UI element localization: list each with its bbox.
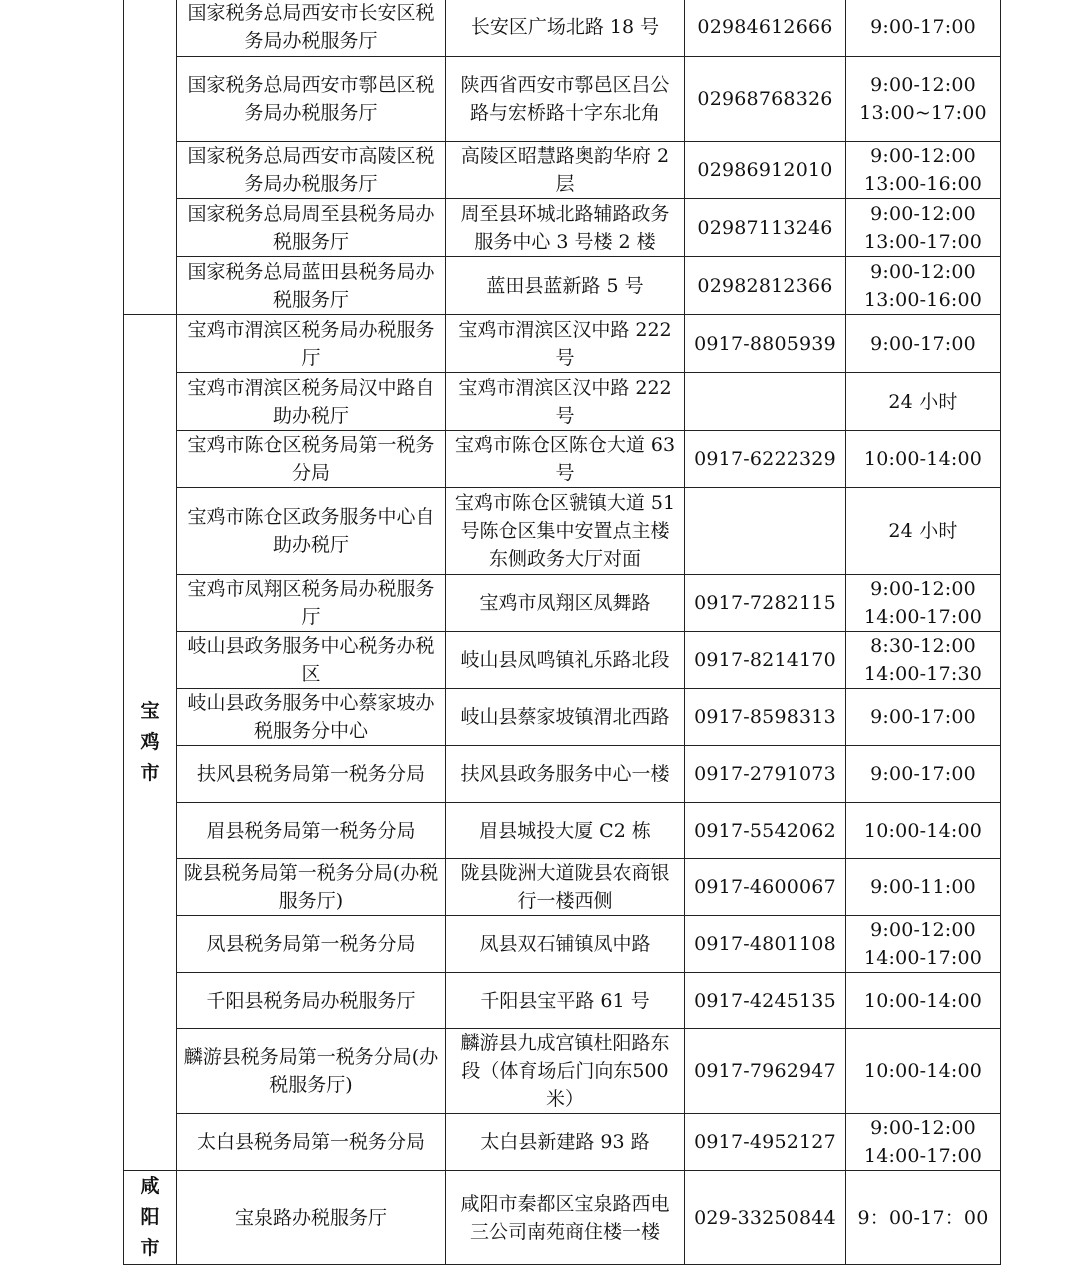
hours-cell: 9:00-17:00 xyxy=(846,746,1001,803)
office-name-cell: 岐山县政务服务中心税务办税区 xyxy=(177,632,446,689)
phone-cell: 0917-4245135 xyxy=(685,973,846,1029)
office-name-cell: 扶风县税务局第一税务分局 xyxy=(177,746,446,803)
hours-cell: 8:30-12:00 14:00-17:30 xyxy=(846,632,1001,689)
phone-cell xyxy=(685,488,846,575)
hours-cell: 24 小时 xyxy=(846,488,1001,575)
address-cell: 凤县双石铺镇凤中路 xyxy=(446,916,685,973)
table-row xyxy=(124,859,1001,916)
city-cell xyxy=(124,315,177,1171)
hours-cell: 9:00-12:00 13:00-16:00 xyxy=(846,257,1001,315)
address-cell: 岐山县凤鸣镇礼乐路北段 xyxy=(446,632,685,689)
address-cell: 扶风县政务服务中心一楼 xyxy=(446,746,685,803)
office-name-cell: 眉县税务局第一税务分局 xyxy=(177,803,446,859)
hours-cell: 9:00-12:00 13:00-16:00 xyxy=(846,142,1001,199)
office-name-cell: 国家税务总局西安市高陵区税务局办税服务厅 xyxy=(177,142,446,199)
address-cell: 宝鸡市陈仓区陈仓大道 63 号 xyxy=(446,431,685,488)
table-row xyxy=(124,973,1001,1029)
phone-cell xyxy=(685,373,846,431)
hours-cell: 9:00-17:00 xyxy=(846,0,1001,57)
address-cell: 周至县环城北路辅路政务服务中心 3 号楼 2 楼 xyxy=(446,199,685,257)
office-name-cell: 岐山县政务服务中心蔡家坡办税服务分中心 xyxy=(177,689,446,746)
city-cell xyxy=(124,0,177,315)
phone-cell: 0917-8598313 xyxy=(685,689,846,746)
address-cell: 千阳县宝平路 61 号 xyxy=(446,973,685,1029)
address-cell: 陇县陇洲大道陇县农商银行一楼西侧 xyxy=(446,859,685,916)
hours-cell: 9：00-17：00 xyxy=(846,1171,1001,1265)
phone-cell: 0917-7962947 xyxy=(685,1029,846,1114)
address-cell: 宝鸡市渭滨区汉中路 222 号 xyxy=(446,315,685,373)
phone-cell: 029-33250844 xyxy=(685,1171,846,1265)
phone-cell: 02968768326 xyxy=(685,57,846,142)
table-row xyxy=(124,916,1001,973)
office-name-cell: 太白县税务局第一税务分局 xyxy=(177,1114,446,1171)
office-name-cell: 宝鸡市陈仓区政务服务中心自助办税厅 xyxy=(177,488,446,575)
table-row xyxy=(124,373,1001,431)
hours-cell: 9:00-12:00 14:00-17:00 xyxy=(846,916,1001,973)
hours-cell: 9:00-12:00 13:00~17:00 xyxy=(846,57,1001,142)
table-row xyxy=(124,1171,1001,1265)
hours-cell: 9:00-12:00 14:00-17:00 xyxy=(846,1114,1001,1171)
hours-cell: 10:00-14:00 xyxy=(846,431,1001,488)
hours-cell: 10:00-14:00 xyxy=(846,803,1001,859)
address-cell: 高陵区昭慧路奥韵华府 2 层 xyxy=(446,142,685,199)
office-name-cell: 宝泉路办税服务厅 xyxy=(177,1171,446,1265)
office-name-cell: 国家税务总局西安市长安区税务局办税服务厅 xyxy=(177,0,446,57)
hours-cell: 9:00-17:00 xyxy=(846,315,1001,373)
hours-cell: 10:00-14:00 xyxy=(846,973,1001,1029)
office-name-cell: 国家税务总局蓝田县税务局办税服务厅 xyxy=(177,257,446,315)
table-row xyxy=(124,1114,1001,1171)
phone-cell: 0917-2791073 xyxy=(685,746,846,803)
phone-cell: 02984612666 xyxy=(685,0,846,57)
table-row xyxy=(124,257,1001,315)
table-row xyxy=(124,803,1001,859)
phone-cell: 0917-8805939 xyxy=(685,315,846,373)
office-name-cell: 宝鸡市渭滨区税务局汉中路自助办税厅 xyxy=(177,373,446,431)
office-name-cell: 麟游县税务局第一税务分局(办税服务厅) xyxy=(177,1029,446,1114)
phone-cell: 0917-8214170 xyxy=(685,632,846,689)
city-name: 咸阳市 xyxy=(140,1175,160,1259)
table-row xyxy=(124,689,1001,746)
office-name-cell: 宝鸡市凤翔区税务局办税服务厅 xyxy=(177,575,446,632)
phone-cell: 0917-6222329 xyxy=(685,431,846,488)
table-row xyxy=(124,315,1001,373)
table-row xyxy=(124,746,1001,803)
address-cell: 蓝田县蓝新路 5 号 xyxy=(446,257,685,315)
phone-cell: 0917-4801108 xyxy=(685,916,846,973)
phone-cell: 02987113246 xyxy=(685,199,846,257)
office-name-cell: 宝鸡市陈仓区税务局第一税务分局 xyxy=(177,431,446,488)
hours-cell: 9:00-12:00 14:00-17:00 xyxy=(846,575,1001,632)
hours-cell: 24 小时 xyxy=(846,373,1001,431)
city-name: 宝鸡市 xyxy=(140,700,160,784)
address-cell: 宝鸡市凤翔区凤舞路 xyxy=(446,575,685,632)
hours-cell: 9:00-11:00 xyxy=(846,859,1001,916)
table-row xyxy=(124,488,1001,575)
phone-cell: 02982812366 xyxy=(685,257,846,315)
table-row xyxy=(124,632,1001,689)
phone-cell: 0917-7282115 xyxy=(685,575,846,632)
hours-cell: 10:00-14:00 xyxy=(846,1029,1001,1114)
address-cell: 咸阳市秦都区宝泉路西电三公司南苑商住楼一楼 xyxy=(446,1171,685,1265)
address-cell: 宝鸡市渭滨区汉中路 222 号 xyxy=(446,373,685,431)
address-cell: 眉县城投大厦 C2 栋 xyxy=(446,803,685,859)
office-name-cell: 宝鸡市渭滨区税务局办税服务厅 xyxy=(177,315,446,373)
table-row xyxy=(124,199,1001,257)
address-cell: 岐山县蔡家坡镇渭北西路 xyxy=(446,689,685,746)
city-cell xyxy=(124,1171,177,1265)
tax-office-table xyxy=(123,0,1001,1265)
phone-cell: 0917-4952127 xyxy=(685,1114,846,1171)
table-row xyxy=(124,142,1001,199)
table-row xyxy=(124,57,1001,142)
table-row xyxy=(124,1029,1001,1114)
address-cell: 长安区广场北路 18 号 xyxy=(446,0,685,57)
office-name-cell: 凤县税务局第一税务分局 xyxy=(177,916,446,973)
hours-cell: 9:00-12:00 13:00-17:00 xyxy=(846,199,1001,257)
hours-cell: 9:00-17:00 xyxy=(846,689,1001,746)
office-name-cell: 国家税务总局西安市鄠邑区税务局办税服务厅 xyxy=(177,57,446,142)
address-cell: 宝鸡市陈仓区虢镇大道 51 号陈仓区集中安置点主楼东侧政务大厅对面 xyxy=(446,488,685,575)
table-row xyxy=(124,0,1001,57)
phone-cell: 0917-5542062 xyxy=(685,803,846,859)
address-cell: 太白县新建路 93 路 xyxy=(446,1114,685,1171)
address-cell: 陕西省西安市鄠邑区吕公路与宏桥路十字东北角 xyxy=(446,57,685,142)
table-row xyxy=(124,575,1001,632)
office-name-cell: 千阳县税务局办税服务厅 xyxy=(177,973,446,1029)
phone-cell: 0917-4600067 xyxy=(685,859,846,916)
office-name-cell: 国家税务总局周至县税务局办税服务厅 xyxy=(177,199,446,257)
table-row xyxy=(124,431,1001,488)
address-cell: 麟游县九成宫镇杜阳路东段（体育场后门向东500 米） xyxy=(446,1029,685,1114)
office-name-cell: 陇县税务局第一税务分局(办税服务厅) xyxy=(177,859,446,916)
phone-cell: 02986912010 xyxy=(685,142,846,199)
